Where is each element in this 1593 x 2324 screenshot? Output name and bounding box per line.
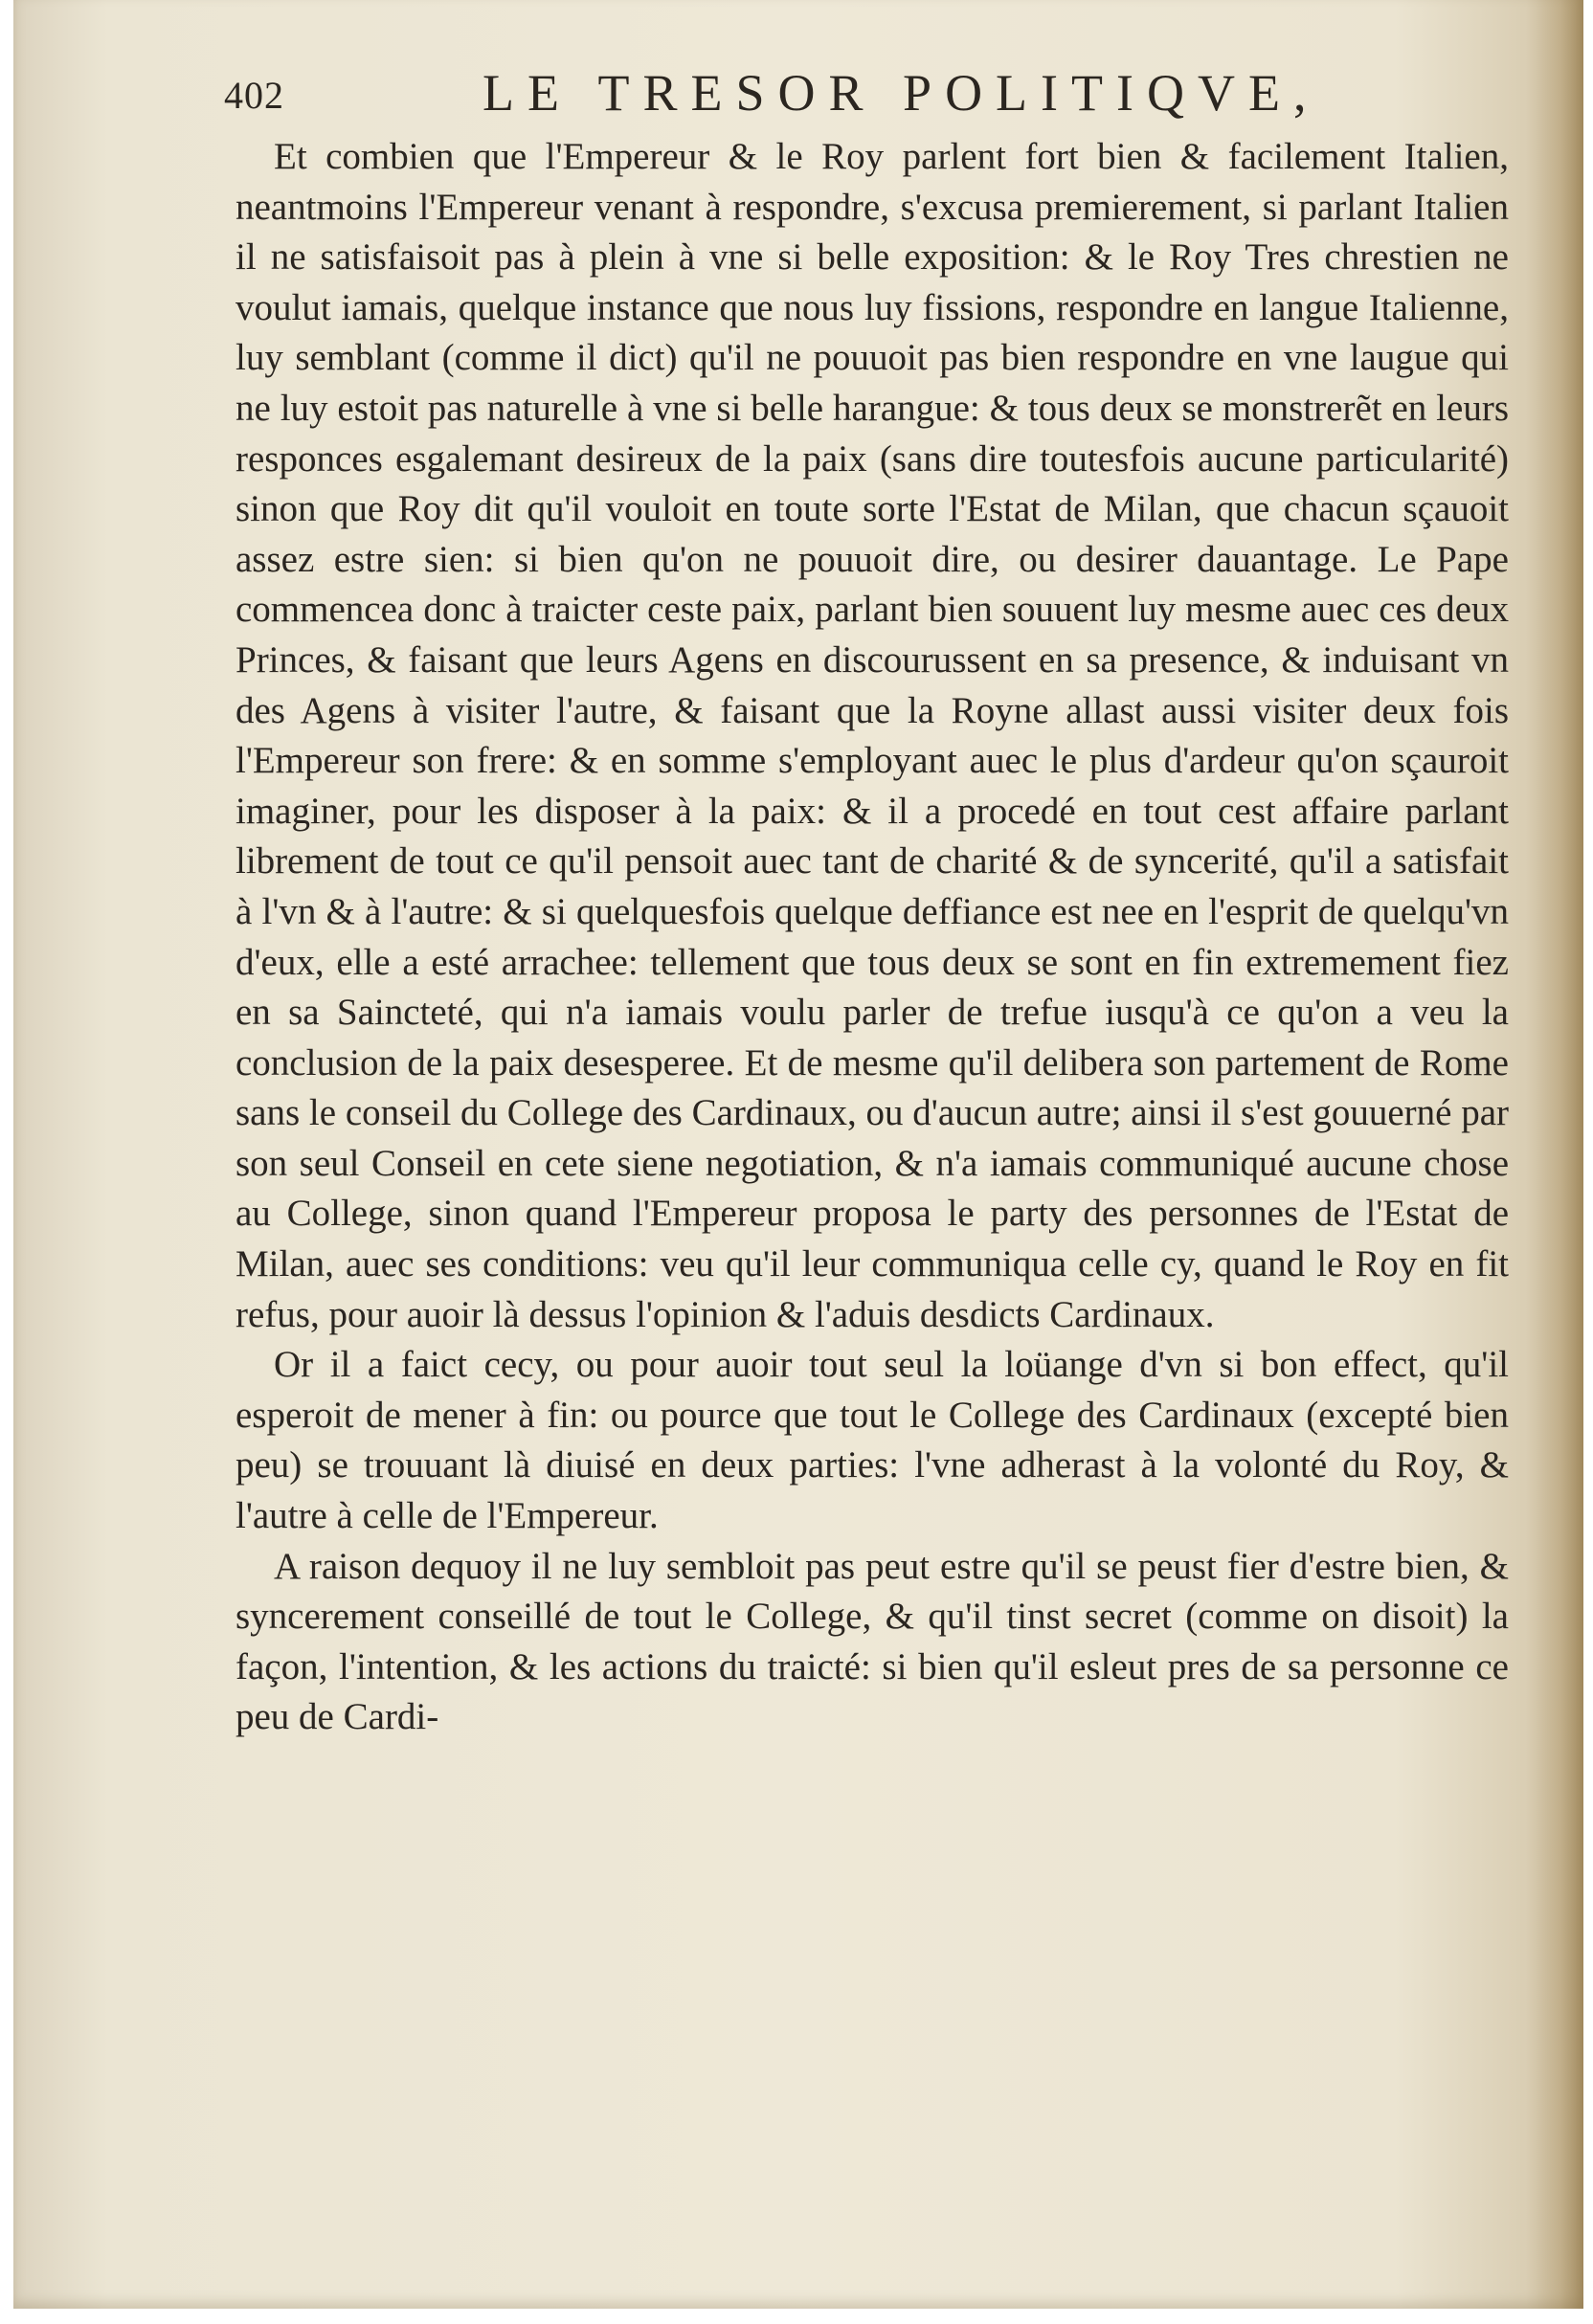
page-number: 402 — [224, 74, 284, 117]
running-head — [205, 59, 1335, 126]
paragraph: A raison dequoy il ne luy sembloit pas peut estre qu'il se peust fier d'estre bien, & syncerement conseillé de tout le College, & qu'il tinst secret (comme on disoit) la façon, l'intention, & les actions du traicté: si bien qu'il esleut pres de sa personne ce peu de Cardi- — [236, 1545, 1509, 1738]
body-text — [236, 132, 1509, 1743]
paragraph: Et combien que l'Empereur & le Roy parlent fort bien & facilement Italien, neantmoins l'Empereur venant à respondre, s'excusa premierement, si parlant Italien il ne satisfaisoit pas à plein à vne si belle exposition: & le Roy Tres chrestien ne voulut iamais, quelque instance que nous luy fissions, respondre en langue Italienne, luy semblant (comme il dict) qu'il ne pouuoit pas bien respondre en vne laugue qui ne luy estoit pas naturelle à vne si belle harangue: & tous deux se monstrerẽt en leurs responces esgalemant desireux de la paix (sans dire toutesfois aucune particularité) sinon que Roy dit qu'il vouloit en toute sorte l'Estat de Milan, que chacun sçauoit assez estre sien: si bien qu'on ne pouuoit dire, ou desirer dauantage. Le Pape commencea donc à traicter ceste paix, parlant bien souuent luy mesme auec ces deux Princes, & faisant que leurs Agens en discourussent en sa presence, & induisant vn des Agens à visiter l'autre, & faisant que la Royne allast aussi visiter deux fois l'Empereur son frere: & en somme s'employant auec le plus d'ardeur qu'on sçauroit imaginer, pour les disposer à la paix: & il a procedé en tout cest affaire parlant librement de tout ce qu'il pensoit auec tant de charité & de syncerité, qu'il a satisfait à l'vn & à l'autre: & si quelquesfois quelque deffiance est nee en l'esprit de quelqu'vn d'eux, elle a esté arrachee: tellement que tous deux se sont en fin extremement fiez en sa Saincteté, qui n'a iamais voulu parler de trefue iusqu'à ce qu'on a veu la conclusion de la paix desesperee. Et de mesme qu'il delibera son partement de Rome sans le conseil du College des Cardinaux, ou d'aucun autre; ainsi il s'est gouuerné par son seul Conseil en cete siene negotiation, & n'a iamais communiqué aucune chose au College, sinon quand l'Empereur proposa le party des personnes de l'Estat de Milan, auec ses conditions: veu qu'il leur communiqua celle cy, quand le Roy en fit refus, pour auoir là dessus l'opinion & l'aduis desdicts Cardinaux. — [236, 136, 1509, 1335]
paragraph: Or il a faict cecy, ou pour auoir tout seul la loüange d'vn si bon effect, qu'il esperoit de mener à fin: ou pource que tout le College des Cardinaux (excepté bien peu) se trouuant là diuisé en deux parties: l'vne adherast à la volonté du Roy, & l'autre à celle de l'Empereur. — [236, 1344, 1509, 1537]
book-title: LE TRESOR POLITIQVE, — [482, 64, 1320, 122]
book-page — [13, 0, 1583, 2309]
